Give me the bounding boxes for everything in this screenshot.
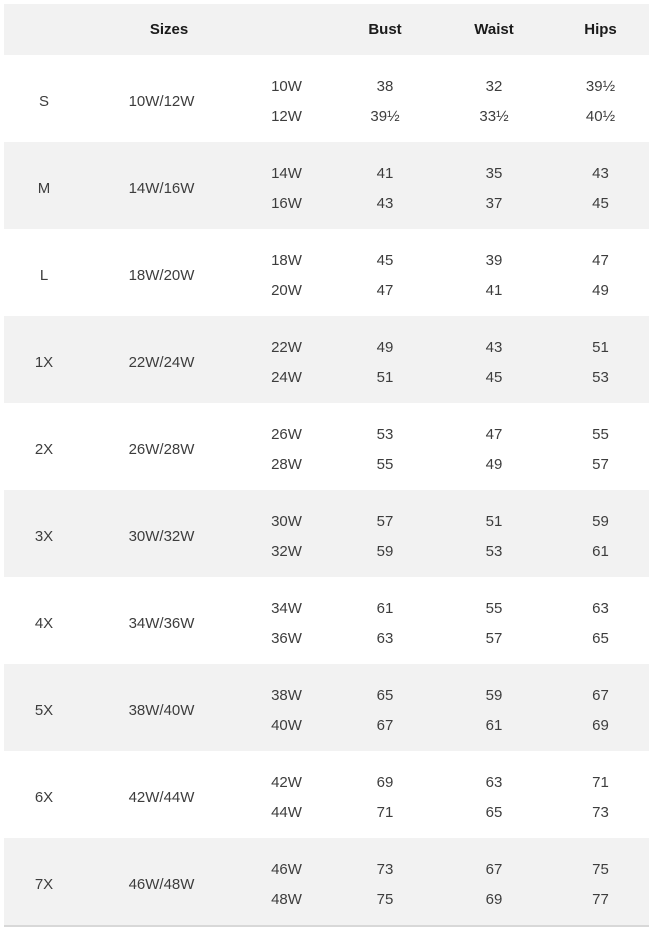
waist-value: 55: [485, 599, 503, 617]
waist-cell: [436, 513, 552, 561]
numeric-size-value: 10W: [271, 77, 302, 95]
size-letter: L: [39, 267, 49, 284]
hips-value: 47: [592, 251, 609, 269]
bust-value: 71: [376, 803, 394, 821]
waist-value: 65: [485, 803, 503, 821]
bust-value: 57: [376, 512, 394, 530]
waist-value: 51: [485, 512, 503, 530]
waist-value: 67: [485, 860, 503, 878]
numeric-size-value: 40W: [271, 716, 302, 734]
numeric-size-value: 12W: [271, 107, 302, 125]
hips-cell: [552, 861, 649, 909]
bust-cell: [334, 339, 436, 387]
hips-value: 73: [592, 803, 609, 821]
bust-cell: [334, 426, 436, 474]
table-row: [4, 577, 649, 664]
size-range: 30W/32W: [128, 528, 195, 545]
hips-cell: [552, 513, 649, 561]
size-range: 10W/12W: [128, 93, 195, 110]
bust-cell: [334, 774, 436, 822]
size-letter: 5X: [34, 702, 54, 719]
waist-value: 32: [485, 77, 503, 95]
size-range: 46W/48W: [128, 876, 195, 893]
numeric-size-value: 20W: [271, 281, 302, 299]
size-range: 22W/24W: [128, 354, 195, 371]
hips-cell: [552, 165, 649, 213]
numeric-size-value: 24W: [271, 368, 302, 386]
table-row: [4, 316, 649, 403]
hips-value: 40½: [585, 107, 616, 125]
bust-value: 45: [376, 251, 394, 269]
bust-value: 61: [376, 599, 394, 617]
bust-value: 47: [376, 281, 394, 299]
bust-value: 53: [376, 425, 394, 443]
numeric-size-cell: [239, 78, 334, 126]
waist-value: 47: [485, 425, 503, 443]
waist-value: 41: [485, 281, 503, 299]
waist-value: 49: [485, 455, 503, 473]
size-letter: 6X: [34, 789, 54, 806]
waist-value: 35: [485, 164, 503, 182]
header-bust: Bust: [368, 21, 402, 38]
numeric-size-value: 18W: [271, 251, 302, 269]
hips-value: 43: [592, 164, 609, 182]
table-row: [4, 229, 649, 316]
numeric-size-value: 26W: [271, 425, 302, 443]
hips-value: 51: [592, 338, 609, 356]
hips-value: 69: [592, 716, 609, 734]
numeric-size-cell: [239, 252, 334, 300]
hips-value: 77: [592, 890, 609, 908]
hips-value: 61: [592, 542, 609, 560]
hips-value: 67: [592, 686, 609, 704]
waist-value: 37: [485, 194, 503, 212]
bust-cell: [334, 252, 436, 300]
hips-value: 63: [592, 599, 609, 617]
table-row: [4, 751, 649, 838]
numeric-size-cell: [239, 600, 334, 648]
waist-cell: [436, 861, 552, 909]
table-row: [4, 838, 649, 925]
header-sizes: Sizes: [149, 21, 189, 38]
header-hips: Hips: [584, 21, 617, 38]
size-range: 42W/44W: [128, 789, 195, 806]
hips-cell: [552, 339, 649, 387]
waist-value: 43: [485, 338, 503, 356]
table-row: [4, 55, 649, 142]
bust-value: 73: [376, 860, 394, 878]
numeric-size-cell: [239, 165, 334, 213]
waist-cell: [436, 165, 552, 213]
numeric-size-cell: [239, 687, 334, 735]
numeric-size-value: 46W: [271, 860, 302, 878]
hips-cell: [552, 600, 649, 648]
bust-value: 38: [376, 77, 394, 95]
waist-cell: [436, 600, 552, 648]
bust-cell: [334, 861, 436, 909]
hips-value: 49: [592, 281, 609, 299]
bust-value: 67: [376, 716, 394, 734]
hips-value: 53: [592, 368, 609, 386]
numeric-size-value: 22W: [271, 338, 302, 356]
header-waist: Waist: [474, 21, 514, 38]
bust-value: 49: [376, 338, 394, 356]
bust-value: 63: [376, 629, 394, 647]
hips-cell: [552, 252, 649, 300]
size-range: 18W/20W: [128, 267, 195, 284]
hips-cell: [552, 78, 649, 126]
waist-value: 57: [485, 629, 503, 647]
size-letter: 4X: [34, 615, 54, 632]
numeric-size-value: 32W: [271, 542, 302, 560]
table-row: [4, 142, 649, 229]
numeric-size-cell: [239, 861, 334, 909]
numeric-size-value: 30W: [271, 512, 302, 530]
size-range: 34W/36W: [128, 615, 195, 632]
hips-value: 39½: [585, 77, 616, 95]
numeric-size-cell: [239, 774, 334, 822]
numeric-size-cell: [239, 513, 334, 561]
bust-value: 69: [376, 773, 394, 791]
waist-value: 33½: [479, 107, 509, 125]
hips-value: 57: [592, 455, 609, 473]
numeric-size-value: 36W: [271, 629, 302, 647]
bust-cell: [334, 78, 436, 126]
numeric-size-value: 42W: [271, 773, 302, 791]
waist-cell: [436, 426, 552, 474]
waist-value: 63: [485, 773, 503, 791]
numeric-size-value: 44W: [271, 803, 302, 821]
size-letter: 3X: [34, 528, 54, 545]
size-range: 38W/40W: [128, 702, 195, 719]
numeric-size-value: 48W: [271, 890, 302, 908]
bust-cell: [334, 600, 436, 648]
size-letter: M: [37, 180, 51, 197]
waist-cell: [436, 78, 552, 126]
size-letter: S: [38, 93, 49, 110]
bust-cell: [334, 513, 436, 561]
bust-value: 75: [376, 890, 394, 908]
waist-value: 61: [485, 716, 503, 734]
bust-value: 39½: [370, 107, 400, 125]
waist-value: 53: [485, 542, 503, 560]
table-row: [4, 490, 649, 577]
hips-cell: [552, 426, 649, 474]
waist-value: 69: [485, 890, 503, 908]
waist-value: 59: [485, 686, 503, 704]
size-letter: 2X: [34, 441, 54, 458]
size-letter: 7X: [34, 876, 54, 893]
waist-value: 45: [485, 368, 503, 386]
waist-value: 39: [485, 251, 503, 269]
numeric-size-value: 16W: [271, 194, 302, 212]
table-header-row: [4, 4, 649, 55]
waist-cell: [436, 252, 552, 300]
hips-cell: [552, 687, 649, 735]
table-row: [4, 403, 649, 490]
hips-cell: [552, 774, 649, 822]
bust-value: 41: [376, 164, 394, 182]
numeric-size-value: 34W: [271, 599, 302, 617]
waist-cell: [436, 339, 552, 387]
bust-cell: [334, 165, 436, 213]
hips-value: 59: [592, 512, 609, 530]
bust-value: 43: [376, 194, 394, 212]
table-body: [4, 55, 649, 927]
size-range: 26W/28W: [128, 441, 195, 458]
bust-cell: [334, 687, 436, 735]
waist-cell: [436, 687, 552, 735]
size-letter: 1X: [34, 354, 54, 371]
bust-value: 59: [376, 542, 394, 560]
bust-value: 65: [376, 686, 394, 704]
numeric-size-value: 38W: [271, 686, 302, 704]
size-chart-table: [4, 4, 649, 927]
hips-value: 75: [592, 860, 609, 878]
waist-cell: [436, 774, 552, 822]
bust-value: 55: [376, 455, 394, 473]
numeric-size-value: 14W: [271, 164, 302, 182]
numeric-size-cell: [239, 339, 334, 387]
size-range: 14W/16W: [128, 180, 195, 197]
hips-value: 71: [592, 773, 609, 791]
bust-value: 51: [376, 368, 394, 386]
numeric-size-cell: [239, 426, 334, 474]
hips-value: 65: [592, 629, 609, 647]
numeric-size-value: 28W: [271, 455, 302, 473]
hips-value: 55: [592, 425, 609, 443]
hips-value: 45: [592, 194, 609, 212]
table-row: [4, 664, 649, 751]
